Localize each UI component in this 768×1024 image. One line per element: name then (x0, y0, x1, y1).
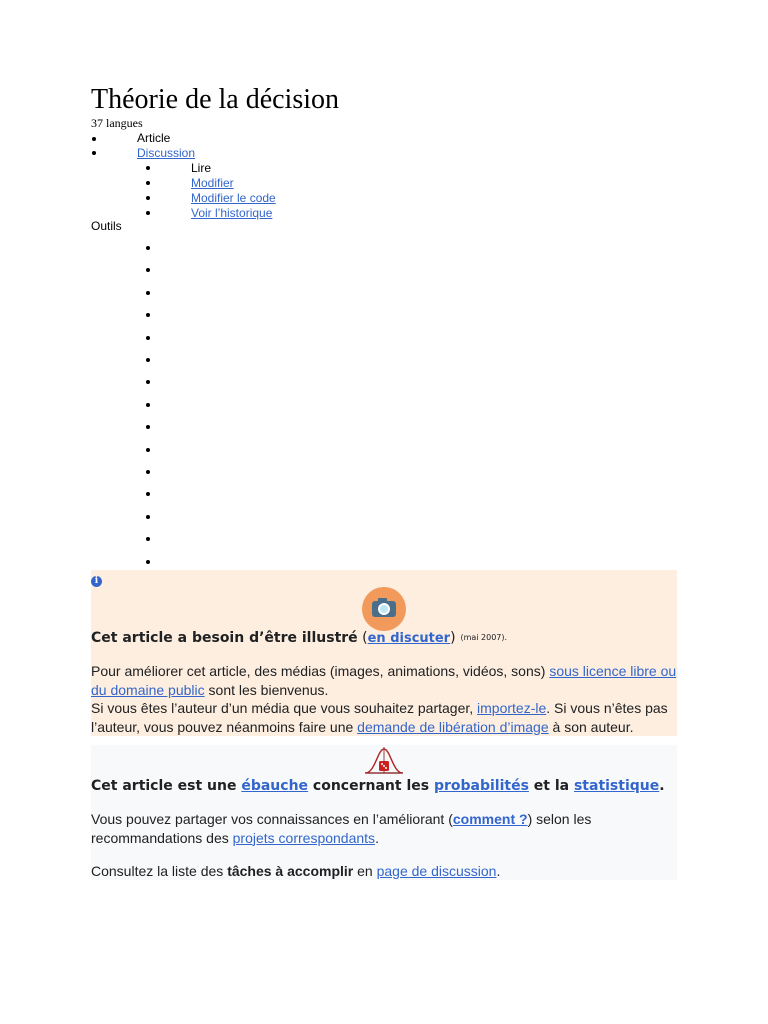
tools-menu[interactable]: Outils (91, 219, 122, 233)
import-link[interactable]: importez-le (477, 700, 547, 716)
bullet (146, 181, 150, 185)
camera-icon (362, 587, 406, 631)
text: . (375, 829, 379, 846)
bullet (92, 137, 96, 141)
illustration-paragraph-2 (91, 699, 677, 736)
paren: ( (357, 630, 368, 646)
statistics-link[interactable]: statistique (573, 778, 660, 794)
tools-item (146, 291, 150, 295)
tab-edit-source[interactable]: Modifier le code (191, 191, 276, 205)
text: . (659, 778, 665, 794)
illustration-heading-text: Cet article a besoin d’être illustré (91, 630, 358, 646)
illustration-notice (91, 570, 677, 736)
text: Vous pouvez partager vos connaissances en l’améliorant ( (91, 811, 453, 827)
tools-item (146, 358, 150, 362)
text: Si vous êtes l’auteur d’un média que vous souhaitez partager, (91, 700, 478, 716)
text: . Si vous n’êtes pas l’auteur, vous pouvez néanmoins faire une (91, 700, 668, 735)
tools-item (146, 425, 150, 429)
tools-item (146, 448, 150, 452)
tab-read[interactable]: Lire (191, 161, 212, 175)
tab-edit[interactable]: Modifier (191, 176, 234, 190)
stub-notice (91, 745, 677, 880)
projects-link[interactable]: projets correspondants (232, 829, 376, 846)
image-release-request-link[interactable]: demande de libération d’image (357, 718, 549, 735)
stub-heading (91, 777, 665, 795)
tools-item (146, 515, 150, 519)
stub-paragraph-2 (91, 862, 677, 881)
talk-page-link[interactable]: page de discussion (376, 863, 497, 879)
probabilities-link[interactable]: probabilités (433, 778, 529, 794)
illustration-heading (91, 629, 507, 648)
text: à son auteur. (548, 718, 634, 735)
language-selector[interactable]: 37 langues (91, 116, 143, 130)
probability-distribution-icon (363, 745, 405, 775)
bullet (146, 196, 150, 200)
text: Cet article est une (91, 778, 242, 794)
stub-paragraph-1 (91, 810, 631, 847)
page-title: Théorie de la décision (91, 84, 340, 115)
tab-discussion[interactable]: Discussion (137, 146, 196, 160)
text: et la (528, 778, 574, 794)
tab-history[interactable]: Voir l’historique (191, 206, 273, 220)
info-icon[interactable]: i (91, 576, 102, 587)
text: ) selon les recommandations des (91, 811, 592, 846)
tools-item (146, 403, 150, 407)
tools-item (146, 380, 150, 384)
tools-item (146, 537, 150, 541)
tools-item (146, 560, 150, 564)
paren: ) (450, 630, 456, 646)
tools-item (146, 492, 150, 496)
text: Pour améliorer cet article, des médias (images, animations, vidéos, sons) (91, 663, 550, 679)
tools-item (146, 268, 150, 272)
text: . (496, 863, 501, 879)
bullet (146, 166, 150, 170)
stub-link[interactable]: ébauche (241, 778, 309, 794)
illustration-paragraph-1 (91, 662, 677, 699)
tab-article[interactable]: Article (137, 131, 171, 145)
bullet (92, 151, 96, 155)
text: concernant les (308, 778, 434, 794)
free-license-link[interactable]: sous licence libre ou du domaine public (91, 663, 677, 698)
tasks-bold: tâches à accomplir (227, 863, 354, 879)
illustration-date: (mai 2007). (460, 633, 508, 642)
tools-item (146, 336, 150, 340)
tools-item (146, 246, 150, 250)
tools-item (146, 470, 150, 474)
tools-item (146, 313, 150, 317)
text: sont les bienvenus. (204, 681, 329, 698)
text: Consultez la liste des (91, 863, 228, 879)
discuss-link[interactable]: en discuter (367, 631, 451, 646)
text: en (353, 863, 377, 879)
how-to-link[interactable]: comment ? (452, 811, 528, 827)
bullet (146, 211, 150, 215)
